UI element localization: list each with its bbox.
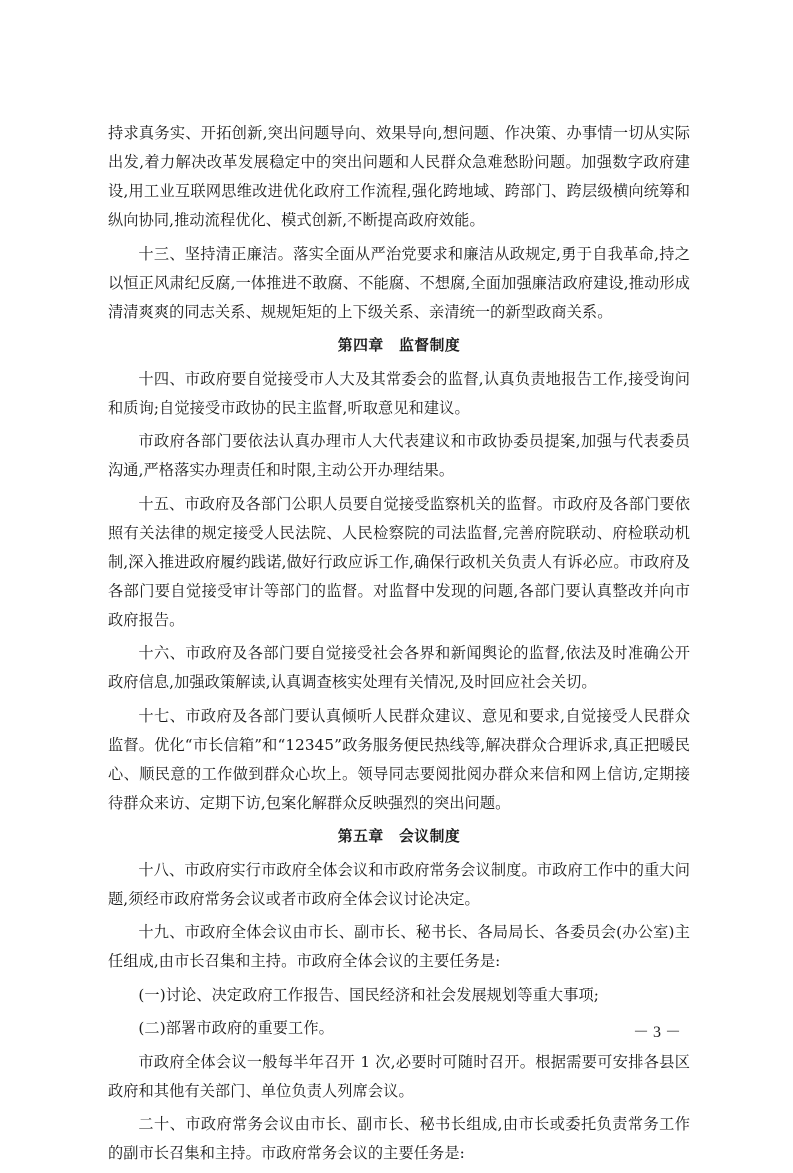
body-paragraph: 十四、市政府要自觉接受市人大及其常委会的监督,认真负责地报告工作,接受询问和质询;自觉接受市政协的民主监督,听取意见和建议。 [108, 369, 690, 417]
body-paragraph: (一)讨论、决定政府工作报告、国民经济和社会发展规划等重大事项; [138, 985, 599, 1004]
body-paragraph: 市政府各部门要依法认真办理市人大代表建议和市政协委员提案,加强与代表委员沟通,严格落实办理责任和时限,主动公开办理结果。 [108, 432, 690, 479]
body-paragraph: 十八、市政府实行市政府全体会议和市政府常务会议制度。市政府工作中的重大问题,须经市政府常务会议或者市政府全体会议讨论决定。 [108, 860, 690, 908]
body-paragraph: 十六、市政府及各部门要自觉接受社会各界和新闻舆论的监督,依法及时准确公开政府信息,加强政策解读,认真调查核实处理有关情况,及时回应社会关切。 [108, 644, 690, 691]
chapter-heading: 第五章 会议制度 [337, 828, 461, 845]
body-paragraph: 十三、坚持清正廉洁。落实全面从严治党要求和廉洁从政规定,勇于自我革命,持之以恒正风肃纪反腐,一体推进不敢腐、不能腐、不想腐,全面加强廉洁政府建设,推动形成清清爽爽的同志关系、规规矩矩的上下级关系、亲清统一的新型政商关系。 [108, 244, 690, 321]
body-paragraph: 持求真务实、开拓创新,突出问题导向、效果导向,想问题、作决策、办事情一切从实际出发,着力解决改革发展稳定中的突出问题和人民群众急难愁盼问题。加强数字政府建设,用工业互联网思维改进优化政府工作流程,强化跨地域、跨部门、跨层级横向统筹和纵向协同,推动流程优化、模式创新,不断提高政府效能。 [108, 124, 690, 229]
body-paragraph: 十七、市政府及各部门要认真倾听人民群众建议、意见和要求,自觉接受人民群众监督。优化“市长信箱”和“12345”政务服务便民热线等,解决群众合理诉求,真正把暖民心、顺民意的工作做到群众心坎上。领导同志要阅批阅办群众来信和网上信访,定期接待群众来访、定期下访,包案化解群众反映强烈的突出问题。 [108, 706, 690, 812]
body-paragraph: 市政府全体会议一般每半年召开 1 次,必要时可随时召开。根据需要可安排各县区政府和其他有关部门、单位负责人列席会议。 [108, 1052, 690, 1100]
body-paragraph: 十五、市政府及各部门公职人员要自觉接受监察机关的监督。市政府及各部门要依照有关法律的规定接受人民法院、人民检察院的司法监督,完善府院联动、府检联动机制,深入推进政府履约践诺,做好行政应诉工作,确保行政机关负责人有诉必应。市政府及各部门要自觉接受审计等部门的监督。对监督中发现的问题,各部门要认真整改并向市政府报告。 [108, 494, 690, 629]
body-paragraph: 二十、市政府常务会议由市长、副市长、秘书长组成,由市长或委托负责常务工作的副市长召集和主持。市政府常务会议的主要任务是: [108, 1115, 690, 1162]
page-number: － 3 － [632, 1024, 681, 1041]
body-paragraph: (二)部署市政府的重要工作。 [138, 1019, 334, 1037]
document-body [108, 119, 690, 1173]
body-paragraph: 十九、市政府全体会议由市长、副市长、秘书长、各局局长、各委员会(办公室)主任组成,由市长召集和主持。市政府全体会议的主要任务是: [108, 923, 690, 970]
chapter-heading: 第四章 监督制度 [337, 337, 461, 354]
